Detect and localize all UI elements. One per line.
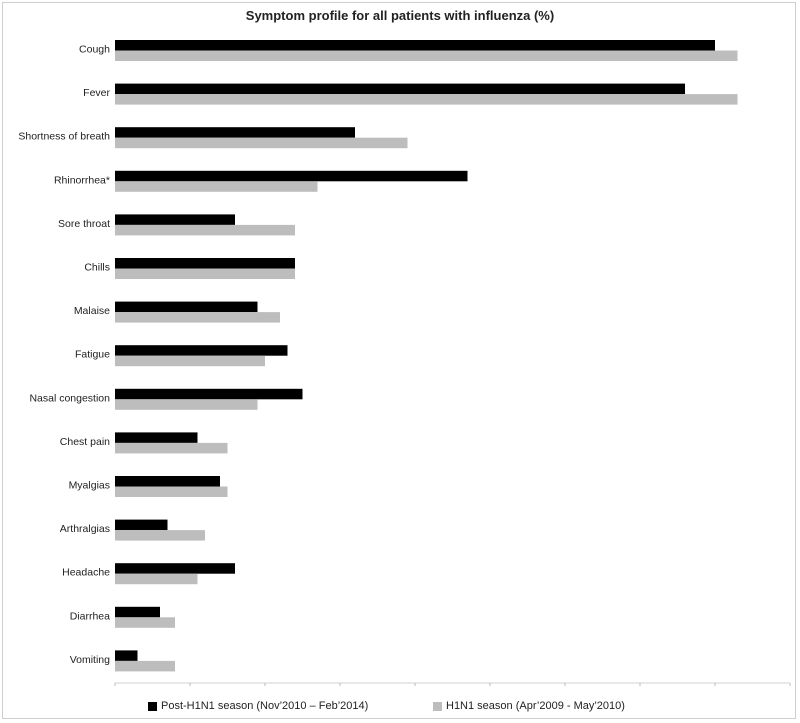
bar-h1n1	[115, 269, 295, 280]
bar-post-h1n1	[115, 432, 198, 443]
legend-label-h1n1: H1N1 season (Apr’2009 - May’2010)	[446, 700, 625, 712]
bar-h1n1	[115, 617, 175, 628]
bar-h1n1	[115, 487, 228, 498]
category-label: Chills	[84, 261, 110, 274]
category-label: Nasal congestion	[29, 392, 110, 405]
legend	[0, 700, 800, 718]
bar-h1n1	[115, 94, 738, 105]
category-label: Vomiting	[69, 653, 110, 666]
category-label: Headache	[62, 566, 110, 579]
category-label: Fatigue	[74, 348, 110, 361]
bar-post-h1n1	[115, 302, 258, 313]
bar-post-h1n1	[115, 389, 303, 400]
bar-h1n1	[115, 51, 738, 62]
bar-post-h1n1	[115, 520, 168, 531]
bar-h1n1	[115, 530, 205, 541]
legend-swatch-post-h1n1	[148, 702, 157, 711]
bar-post-h1n1	[115, 607, 160, 618]
bar-h1n1	[115, 443, 228, 454]
category-label: Rhinorrhea*	[53, 174, 110, 187]
chart-title: Symptom profile for all patients with influenza (%)	[245, 8, 555, 23]
bar-h1n1	[115, 399, 258, 410]
bar-h1n1	[115, 661, 175, 672]
bar-post-h1n1	[115, 171, 468, 182]
bar-post-h1n1	[115, 40, 715, 51]
category-label: Shortness of breath	[18, 130, 110, 143]
category-label: Malaise	[73, 305, 110, 318]
legend-swatch-h1n1	[433, 702, 442, 711]
category-label: Sore throat	[58, 217, 110, 230]
bar-post-h1n1	[115, 84, 685, 95]
category-label: Myalgias	[68, 479, 110, 492]
category-label: Diarrhea	[69, 610, 110, 623]
bar-h1n1	[115, 574, 198, 585]
bar-h1n1	[115, 225, 295, 236]
bar-h1n1	[115, 181, 318, 192]
bar-post-h1n1	[115, 650, 138, 661]
bar-post-h1n1	[115, 258, 295, 269]
bar-h1n1	[115, 312, 280, 323]
category-label: Arthralgias	[59, 523, 110, 536]
bar-post-h1n1	[115, 345, 288, 356]
category-label: Chest pain	[59, 435, 110, 448]
bar-post-h1n1	[115, 214, 235, 225]
legend-label-post-h1n1: Post-H1N1 season (Nov’2010 – Feb’2014)	[161, 700, 369, 712]
bar-post-h1n1	[115, 127, 355, 138]
category-label: Fever	[83, 87, 110, 100]
category-label: Cough	[79, 43, 110, 56]
legend-item-post-h1n1	[148, 700, 368, 712]
bar-post-h1n1	[115, 563, 235, 574]
bar-h1n1	[115, 138, 408, 149]
legend-item-h1n1	[433, 700, 625, 712]
bar-h1n1	[115, 356, 265, 367]
bar-post-h1n1	[115, 476, 220, 487]
